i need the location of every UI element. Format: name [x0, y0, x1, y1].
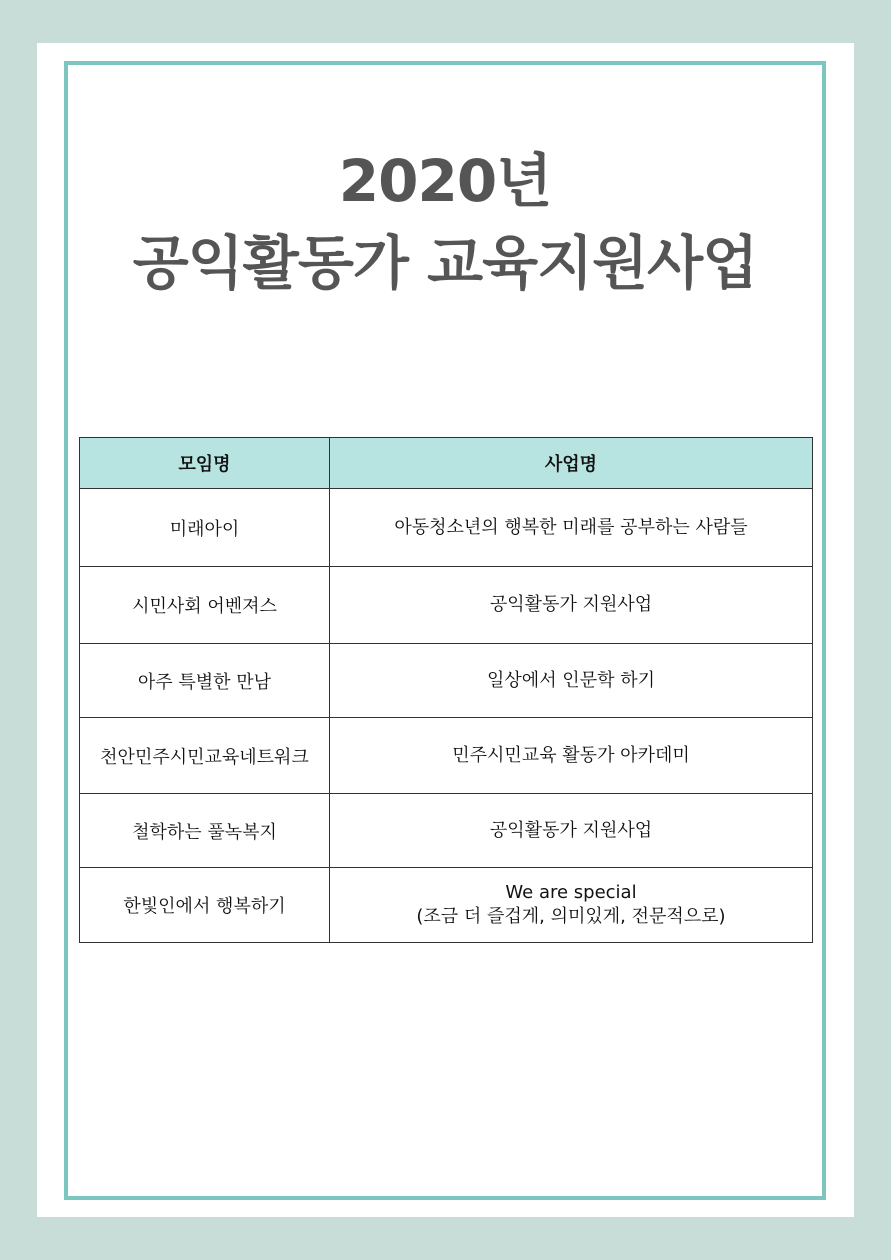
table-row: [80, 868, 813, 943]
group-name-cell: 천안민주시민교육네트워크: [80, 718, 330, 794]
group-name-cell: 아주 특별한 만남: [80, 644, 330, 718]
table-row: [80, 489, 813, 567]
project-name-line: (조금 더 즐겁게, 의미있게, 전문적으로): [416, 906, 726, 927]
title-main: 공익활동가 교육지원사업: [132, 229, 758, 297]
project-name-cell: [330, 489, 813, 567]
header-project-name: 사업명: [330, 438, 813, 489]
table-row: [80, 794, 813, 868]
project-name-cell: [330, 718, 813, 794]
project-name-line: 민주시민교육 활동가 아카데미: [452, 744, 690, 766]
group-name-cell: 미래아이: [80, 489, 330, 567]
table-row: [80, 718, 813, 794]
group-name-cell: 시민사회 어벤져스: [80, 567, 330, 644]
title-year: 2020년: [338, 147, 552, 215]
project-name-line: 일상에서 인문학 하기: [487, 669, 655, 691]
project-name-line: 공익활동가 지원사업: [489, 594, 653, 615]
project-name-cell: [330, 567, 813, 644]
page-title: [64, 140, 826, 304]
table-row: [80, 567, 813, 644]
project-name-cell: [330, 868, 813, 943]
project-name-cell: [330, 794, 813, 868]
project-name-line: We are special: [505, 882, 637, 903]
table-header-row: [80, 438, 813, 489]
header-group-name: 모임명: [80, 438, 330, 489]
project-name-line: 아동청소년의 행복한 미래를 공부하는 사람들: [394, 516, 748, 538]
group-name-cell: 철학하는 풀녹복지: [80, 794, 330, 868]
project-name-cell: [330, 644, 813, 718]
table-row: [80, 644, 813, 718]
project-name-line: 공익활동가 지원사업: [489, 819, 653, 841]
group-name-cell: 한빛인에서 행복하기: [80, 868, 330, 943]
program-table: [79, 437, 813, 943]
